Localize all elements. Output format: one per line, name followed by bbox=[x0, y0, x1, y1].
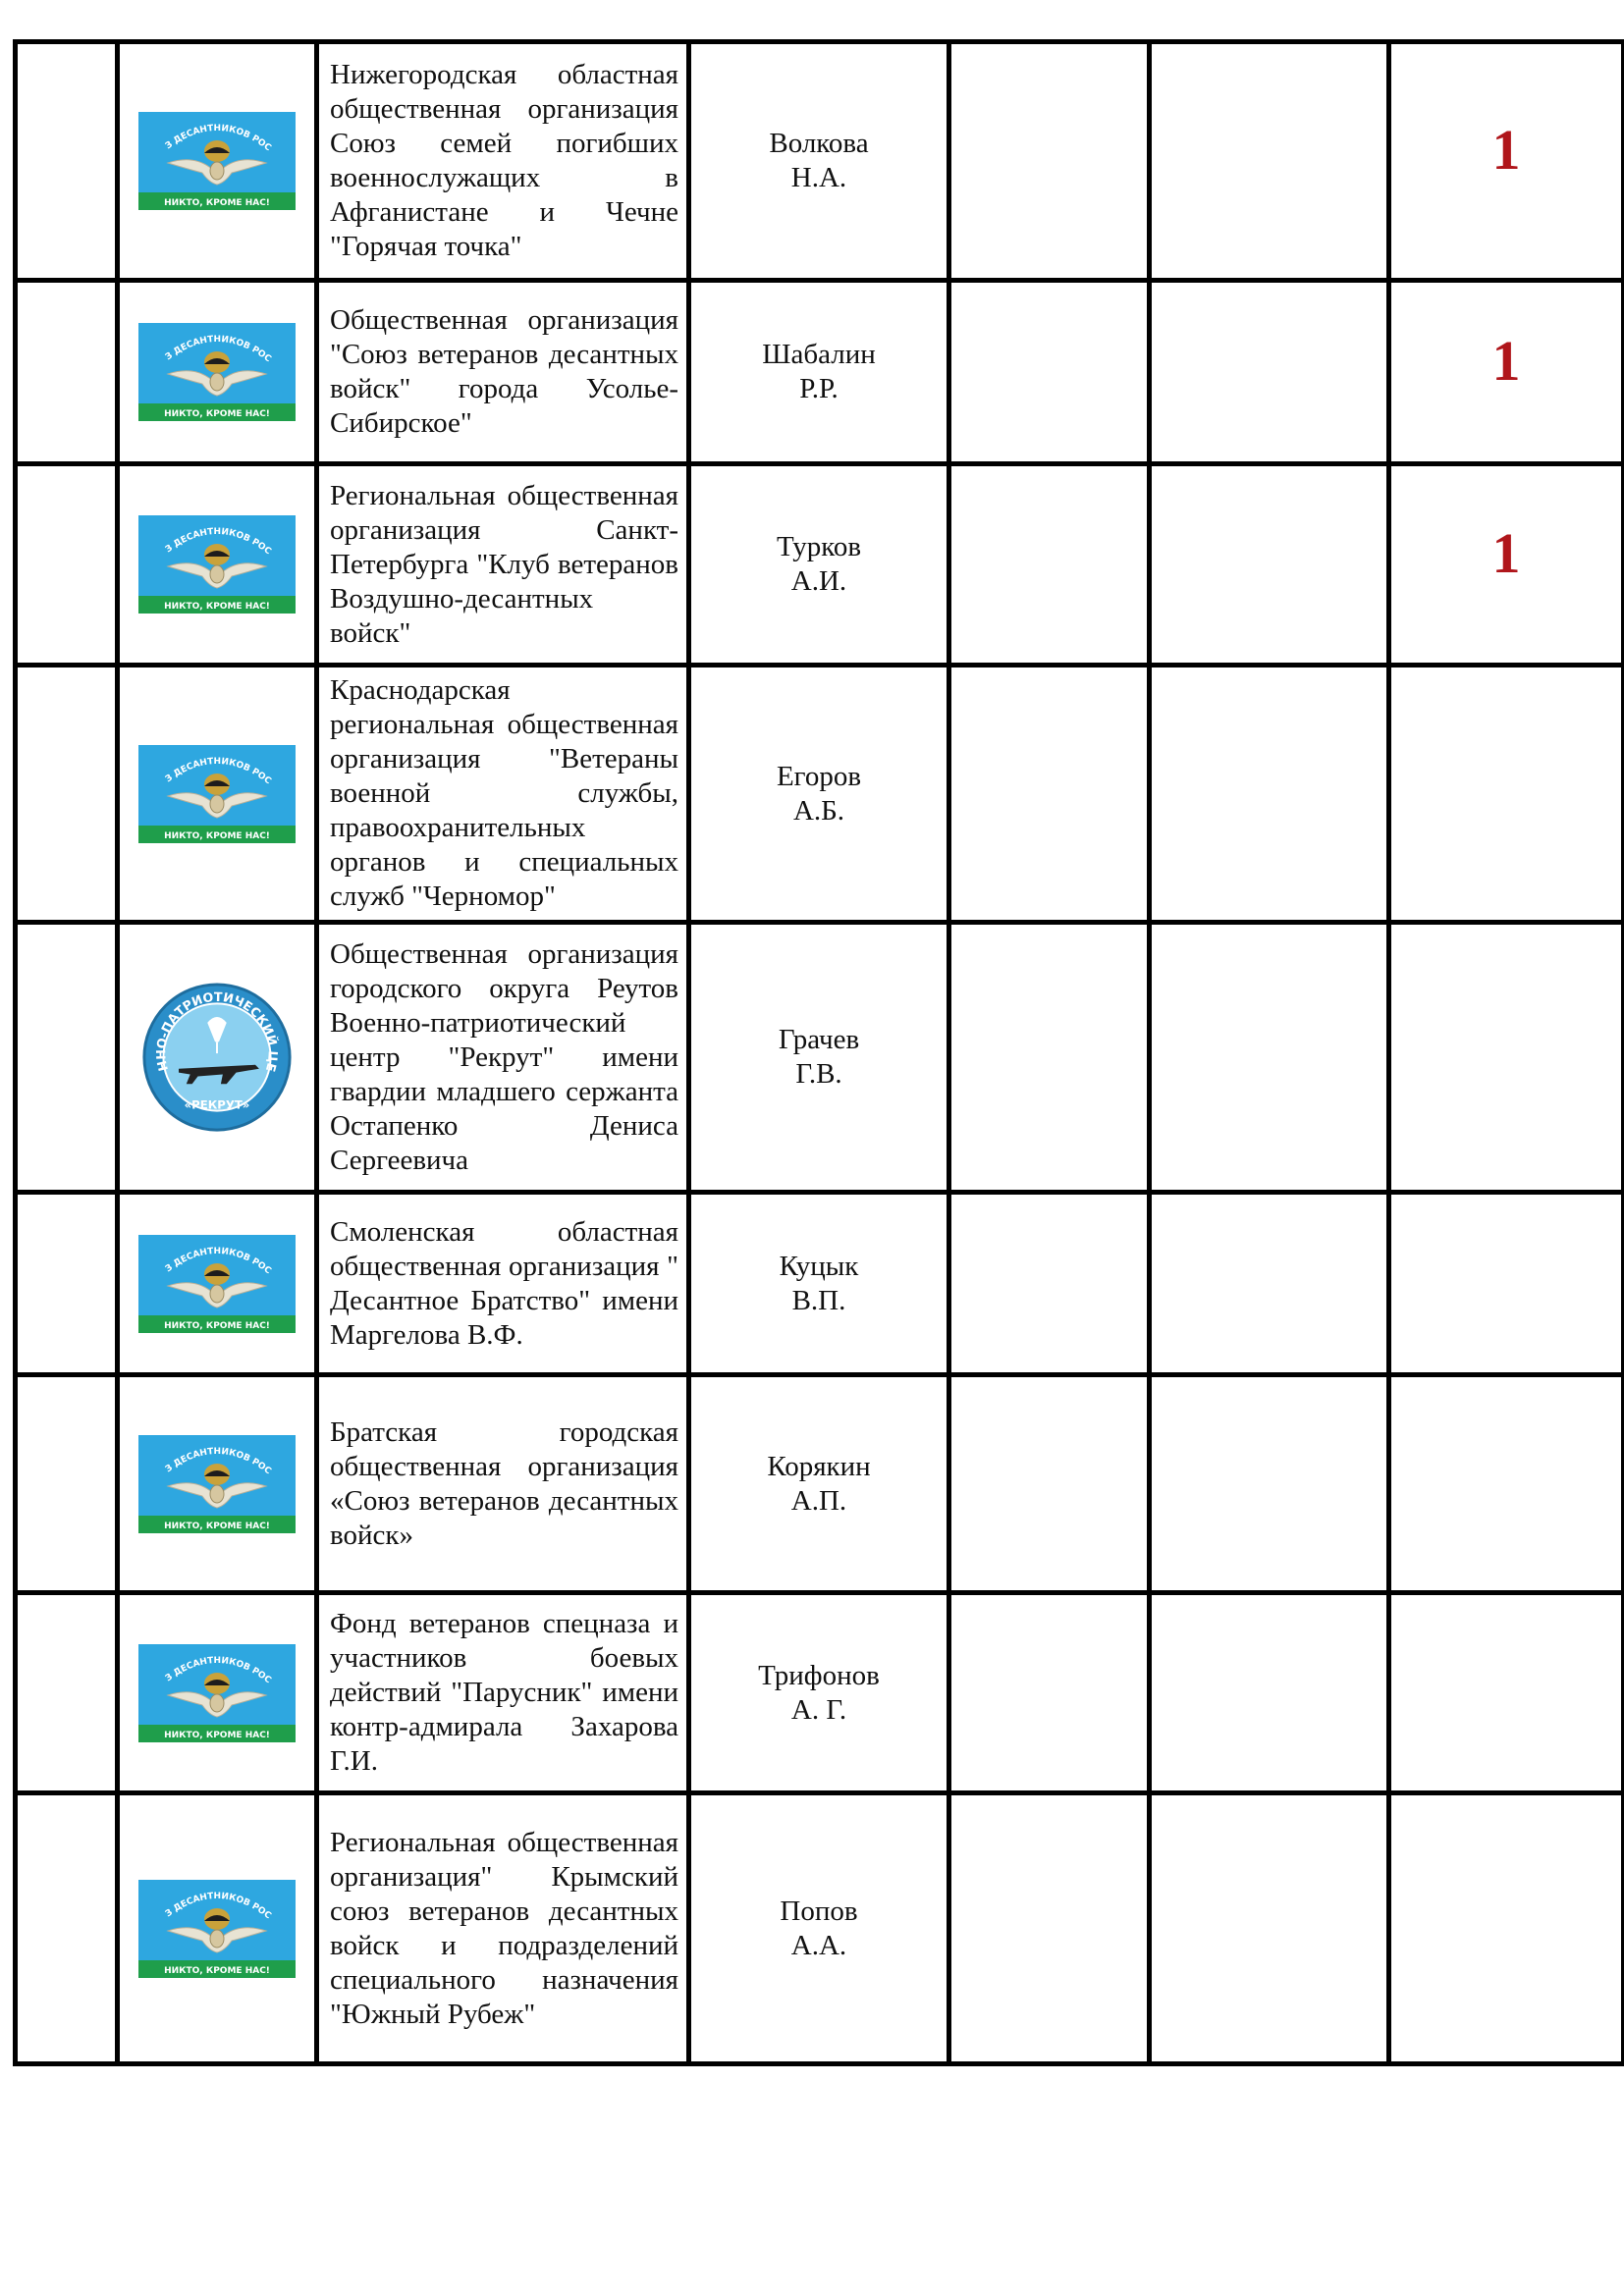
table-row bbox=[16, 666, 1624, 923]
org-name: Региональная общественная организация" Крымский союз ветеранов десантных войск и подразделений специального назначения "Южный Рубеж" bbox=[317, 1793, 689, 2064]
empty-cell bbox=[1150, 666, 1389, 923]
vdv-flag-icon bbox=[138, 1644, 296, 1742]
logo-cell bbox=[118, 1593, 317, 1793]
head-initials: Р.Р. bbox=[799, 373, 839, 404]
recruit-emblem-icon bbox=[140, 981, 294, 1134]
table-row bbox=[16, 1593, 1624, 1793]
head-initials: Г.В. bbox=[795, 1058, 842, 1090]
empty-cell bbox=[949, 666, 1150, 923]
table-row bbox=[16, 281, 1624, 464]
head-cell bbox=[689, 281, 949, 464]
vdv-flag-icon bbox=[138, 1880, 296, 1978]
number-cell bbox=[16, 666, 118, 923]
head-name: Турков bbox=[776, 531, 862, 562]
vdv-flag-icon bbox=[138, 1435, 296, 1533]
empty-cell bbox=[949, 42, 1150, 281]
table-row bbox=[16, 464, 1624, 666]
empty-cell bbox=[949, 281, 1150, 464]
mark-cell bbox=[1389, 464, 1624, 666]
head-initials: А. Г. bbox=[790, 1693, 847, 1726]
empty-cell bbox=[1150, 923, 1389, 1193]
empty-cell bbox=[949, 1193, 1150, 1375]
mark-cell bbox=[1389, 1593, 1624, 1793]
empty-cell bbox=[1150, 1193, 1389, 1375]
head-initials: А.И. bbox=[790, 565, 847, 597]
mark-cell bbox=[1389, 666, 1624, 923]
head-name: Трифонов bbox=[758, 1659, 880, 1691]
empty-cell bbox=[949, 923, 1150, 1193]
vdv-flag-icon bbox=[138, 1235, 296, 1333]
head-initials: Н.А. bbox=[790, 162, 847, 193]
head-cell bbox=[689, 1375, 949, 1593]
head-cell bbox=[689, 42, 949, 281]
number-cell bbox=[16, 1193, 118, 1375]
mark-value: 1 bbox=[1491, 520, 1521, 585]
vdv-flag-icon bbox=[138, 515, 296, 614]
number-cell bbox=[16, 923, 118, 1193]
empty-cell bbox=[1150, 42, 1389, 281]
head-name: Корякин bbox=[767, 1450, 871, 1482]
empty-cell bbox=[949, 1793, 1150, 2064]
empty-cell bbox=[1150, 1593, 1389, 1793]
head-name: Грачев bbox=[778, 1024, 860, 1055]
org-name: Общественная организация "Союз ветеранов десантных войск" города Усолье-Сибирское" bbox=[317, 281, 689, 464]
mark-cell bbox=[1389, 1193, 1624, 1375]
head-cell bbox=[689, 1593, 949, 1793]
table-row bbox=[16, 42, 1624, 281]
number-cell bbox=[16, 1593, 118, 1793]
head-initials: А.А. bbox=[790, 1929, 847, 1961]
logo-cell bbox=[118, 42, 317, 281]
mark-cell bbox=[1389, 1375, 1624, 1593]
org-name: Краснодарская региональная общественная организация "Ветераны военной службы, правоохранительных органов и специальных служб "Черномор" bbox=[317, 666, 689, 923]
mark-cell bbox=[1389, 42, 1624, 281]
org-name: Общественная организация городского округа Реутов Военно-патриотический центр "Рекрут" имени гвардии младшего сержанта Остапенко Дениса Сергеевича bbox=[317, 923, 689, 1193]
org-name: Фонд ветеранов спецназа и участников боевых действий "Парусник" имени контр-адмирала Захарова Г.И. bbox=[317, 1593, 689, 1793]
logo-cell bbox=[118, 281, 317, 464]
head-cell bbox=[689, 923, 949, 1193]
mark-value: 1 bbox=[1491, 328, 1521, 393]
table-row bbox=[16, 1193, 1624, 1375]
logo-cell bbox=[118, 666, 317, 923]
head-cell bbox=[689, 666, 949, 923]
head-initials: А.Б. bbox=[792, 794, 845, 827]
head-name: Шабалин bbox=[762, 339, 876, 370]
vdv-flag-icon bbox=[138, 745, 296, 843]
head-name: Попов bbox=[780, 1895, 858, 1927]
head-cell bbox=[689, 464, 949, 666]
empty-cell bbox=[1150, 1375, 1389, 1593]
mark-value: 1 bbox=[1491, 117, 1521, 182]
head-cell bbox=[689, 1193, 949, 1375]
number-cell bbox=[16, 464, 118, 666]
logo-cell bbox=[118, 1193, 317, 1375]
logo-cell bbox=[118, 464, 317, 666]
number-cell bbox=[16, 42, 118, 281]
empty-cell bbox=[949, 1593, 1150, 1793]
head-initials: В.П. bbox=[791, 1284, 846, 1316]
org-name: Региональная общественная организация Санкт-Петербурга "Клуб ветеранов Воздушно-десантных войск" bbox=[317, 464, 689, 666]
table-row bbox=[16, 1793, 1624, 2064]
vdv-flag-icon bbox=[138, 112, 296, 210]
logo-cell bbox=[118, 923, 317, 1193]
logo-cell bbox=[118, 1375, 317, 1593]
head-name: Волкова bbox=[769, 128, 869, 159]
org-name: Смоленская областная общественная организация " Десантное Братство" имени Маргелова В.Ф. bbox=[317, 1193, 689, 1375]
head-cell bbox=[689, 1793, 949, 2064]
head-initials: А.П. bbox=[790, 1484, 847, 1517]
empty-cell bbox=[1150, 1793, 1389, 2064]
head-name: Куцык bbox=[779, 1250, 859, 1282]
number-cell bbox=[16, 1793, 118, 2064]
vdv-flag-icon bbox=[138, 323, 296, 421]
org-name: Братская городская общественная организация «Союз ветеранов десантных войск» bbox=[317, 1375, 689, 1593]
org-name: Нижегородская областная общественная организация Союз семей погибших военнослужащих в Афганистане и Чечне "Горячая точка" bbox=[317, 42, 689, 281]
table-row bbox=[16, 1375, 1624, 1593]
logo-cell bbox=[118, 1793, 317, 2064]
empty-cell bbox=[1150, 281, 1389, 464]
head-name: Егоров bbox=[776, 760, 862, 792]
mark-cell bbox=[1389, 281, 1624, 464]
empty-cell bbox=[1150, 464, 1389, 666]
number-cell bbox=[16, 281, 118, 464]
number-cell bbox=[16, 1375, 118, 1593]
organizations-table bbox=[13, 39, 1624, 2066]
mark-cell bbox=[1389, 1793, 1624, 2064]
empty-cell bbox=[949, 1375, 1150, 1593]
mark-cell bbox=[1389, 923, 1624, 1193]
empty-cell bbox=[949, 464, 1150, 666]
table-row bbox=[16, 923, 1624, 1193]
